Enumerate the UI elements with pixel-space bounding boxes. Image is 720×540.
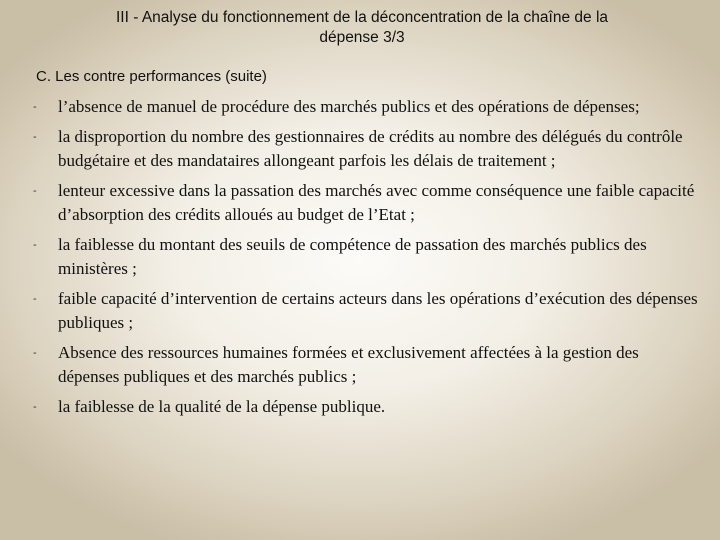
- bullet-item-3: [30, 179, 700, 227]
- section-subtitle: C. Les contre performances (suite): [36, 68, 267, 85]
- bullet-text: la disproportion du nombre des gestionnaires de crédits au nombre des délégués du contrôle budgétaire et des mandataires allongeant parfois les délais de traitement ;: [58, 127, 683, 170]
- bullet-item-1: [30, 95, 700, 119]
- bullet-marker: -: [33, 293, 37, 305]
- bullet-text: la faiblesse de la qualité de la dépense publique.: [58, 397, 386, 416]
- bullet-marker: -: [33, 347, 37, 359]
- bullet-text: l’absence de manuel de procédure des marchés publics et des opérations de dépenses;: [58, 97, 640, 116]
- bullet-marker: -: [33, 239, 37, 251]
- bullet-item-4: [30, 233, 700, 281]
- bullet-marker: -: [33, 401, 37, 413]
- bullet-marker: -: [33, 131, 37, 143]
- bullet-text: la faiblesse du montant des seuils de compétence de passation des marchés publics des ministères ;: [58, 235, 647, 278]
- bullet-item-5: [30, 287, 700, 335]
- bullet-text: lenteur excessive dans la passation des marchés avec comme conséquence une faible capacité d’absorption des crédits alloués au budget de l’Etat ;: [58, 181, 695, 224]
- bullet-item-6: [30, 341, 700, 389]
- slide-title: [30, 8, 694, 48]
- bullet-text: Absence des ressources humaines formées et exclusivement affectées à la gestion des dépenses publiques et des marchés publics ;: [58, 343, 639, 386]
- bullet-text: faible capacité d’intervention de certains acteurs dans les opérations d’exécution des dépenses publiques ;: [58, 289, 698, 332]
- bullet-item-7: [30, 395, 700, 419]
- bullet-marker: -: [33, 101, 37, 113]
- slide-title-line-2: dépense 3/3: [319, 29, 405, 46]
- bullet-marker: -: [33, 185, 37, 197]
- bullet-item-2: [30, 125, 700, 173]
- bullet-list: [30, 95, 700, 425]
- slide-title-line-1: III - Analyse du fonctionnement de la déconcentration de la chaîne de la: [115, 9, 609, 26]
